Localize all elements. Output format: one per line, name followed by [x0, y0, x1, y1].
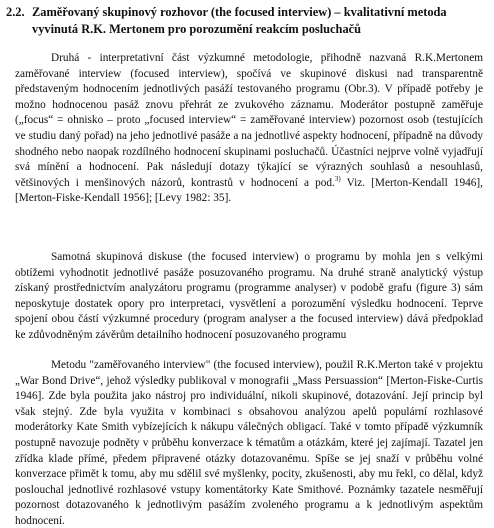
paragraph-2	[15, 250, 483, 344]
heading-line-1	[6, 4, 486, 21]
paragraph-3	[15, 358, 483, 528]
section-heading	[6, 4, 486, 38]
section-number: 2.2.	[6, 5, 25, 19]
paragraph-1-references: Viz. [Merton-Kendall 1946], [Merton-Fiske-Kendall 1956]; [Levy 1982: 35].	[15, 176, 483, 205]
paragraph-3-text: Metodu "zaměřovaného interview" (the focused interview), použil R.K.Merton také v projektu „War Bond Drive“, jehož výsledky publikoval v monografii „Mass Persuassion“ [Merton-Fiske-Curtis 1946]. Zde byla použita jako nástroj pro individuální, nikoli skupinové, dotazování. Její princip byl však stejný. Zde byla využita v kombinaci s obsahovou analýzou apelů populární rozhlasové moderátorky Kate Smith vybízejících k nákupu válečných obligací. Také v tomto případě výzkumník postupně navozuje podněty v průběhu konverzace k tématům a otázkám, které jej zajímají. Tazatel jen zřídka klade přímé, předem připravené otázky dotazovanému. Spíše se jej snaží v průběhu volné konverzace přimět k tomu, aby mu sdělil své myšlenky, pocity, zkušenosti, aby mu řekl, co dělal, když poslouchal jednotlivé rozhlasové vstupy komentátorky Kate Smithové. Poznámky tazatele nesměřují pozornost dotazovaného k jednotlivým pasážím zvoleného programu a k jednotlivým aspektům hodnocení.	[15, 359, 483, 527]
footnote-marker: 3)	[334, 174, 341, 183]
heading-title-part-2: vyvinutá R.K. Mertonem pro porozumění reakcím posluchačů	[32, 22, 362, 36]
paragraph-1-text: Druhá - interpretativní část výzkumné metodologie, přihodně nazvaná R.K.Mertonem zaměřované interview (focused interview), spočívá ve skupinové diskusi nad transparentně představeným hodnocením jednotlivých pasáží testovaného programu (Obr.3). V případě potřeby je možno hodnocenou pasáž znovu přehrát ze zvukového záznamu. Moderátor postupně zaměřuje („focus“ = ohnisko – proto „focused interview“ = zaměřované interview) pozornost osob (testujících ve studiu daný pořad) na jeho jednotlivé pasáže a na jednotlivé aspekty hodnocení, případně na důvody shodného nebo naopak rozdílného hodnocení skupinami posluchačů. Účastníci nejprve volně vyjadřují svá mínění a hodnocení. Pak následují dotazy týkající se výrazných souhlasů a nesouhlasů, většinových i menšinových názorů, kontrastů v hodnocení a pod.	[15, 52, 483, 189]
paragraph-1	[15, 51, 483, 207]
paragraph-2-text: Samotná skupinová diskuse (the focused interview) o programu by mohla jen s velkými obtížemi vyhodnotit jednotlivé pasáže posuzovaného programu. Na druhé straně analytický výstup získaný prostřednictvím analyzátoru programu (programme analyser) v podobě grafu (figure 3) sám neposkytuje dostatek opory pro interpretaci, vysvětlení a porozumění výsledku hodnocení. Teprve spojení obou částí výzkumné procedury (program analyser a the focused interview) dává předpoklad ke zdůvodněným závěrům detailního hodnocení posuzovaného programu	[15, 251, 483, 341]
heading-title-part-1: Zaměřovaný skupinový rozhovor (the focused interview) – kvalitativní metoda	[32, 5, 447, 19]
